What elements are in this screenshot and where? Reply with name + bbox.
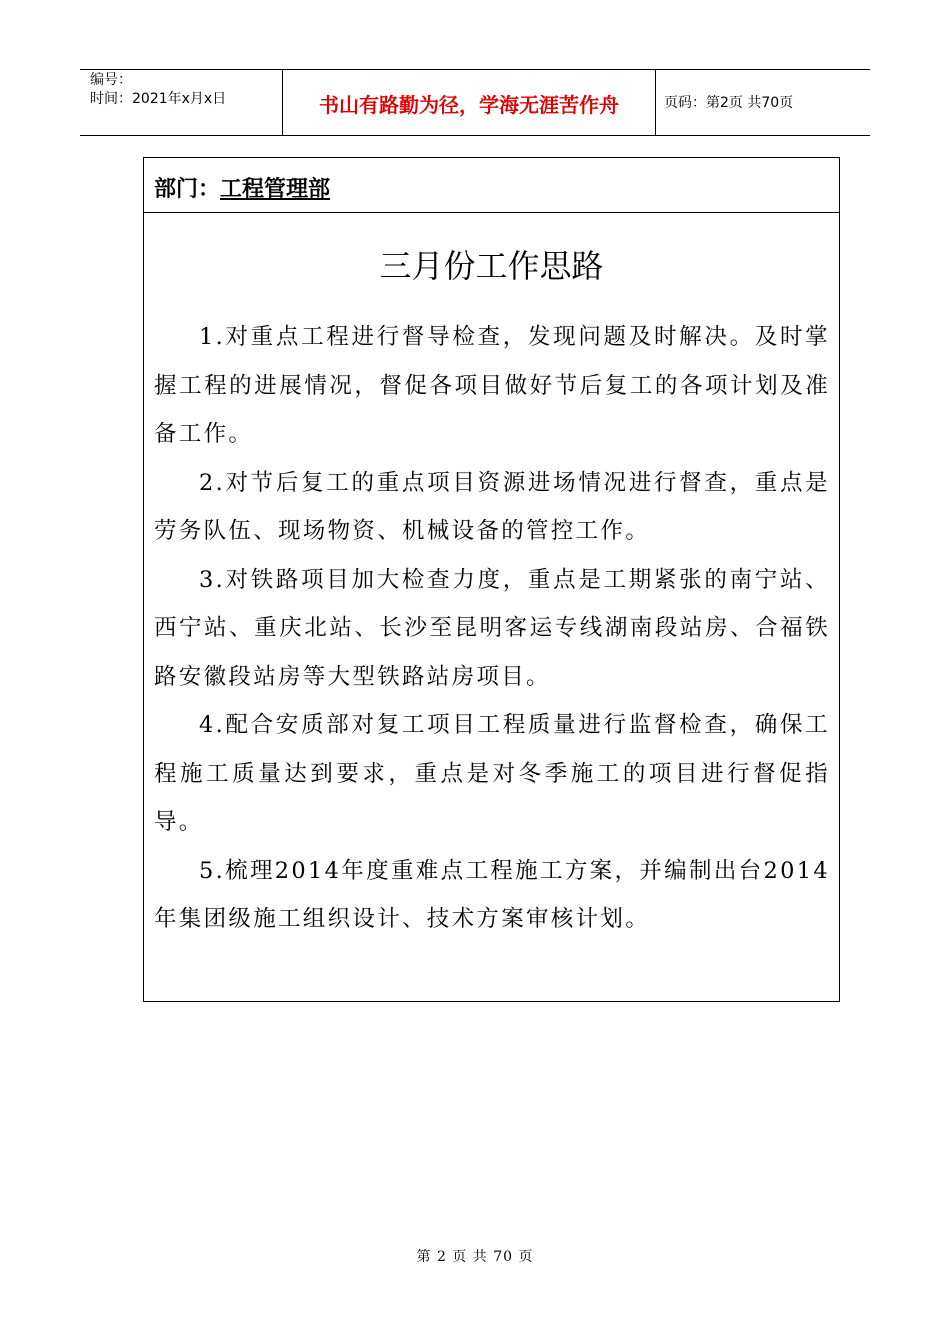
doc-date: 时间：2021年x月x日	[90, 91, 227, 107]
work-item-3: 3.对铁路项目加大检查力度，重点是工期紧张的南宁站、西宁站、重庆北站、长沙至昆明客运专线湖南段站房、合福铁路安徽段站房等大型铁路站房项目。	[154, 566, 830, 690]
header-motto: 书山有路勤为径，学海无涯苦作舟	[319, 93, 619, 117]
content-box	[143, 157, 840, 1002]
work-items-list	[154, 313, 830, 944]
department-label: 部门：	[154, 177, 221, 202]
work-item-4: 4.配合安质部对复工项目工程质量进行监督检查，确保工程施工质量达到要求，重点是对冬季施工的项目进行督促指导。	[154, 712, 830, 835]
header-divider-right	[655, 69, 656, 136]
header-bottom-rule	[80, 135, 870, 136]
header-page-info: 页码：第2页 共70页	[664, 95, 794, 111]
work-item-1: 1.对重点工程进行督导检查，发现问题及时解决。及时掌握工程的进展情况，督促各项目做好节后复工的各项计划及准备工作。	[154, 324, 830, 447]
document-title: 三月份工作思路	[379, 247, 604, 285]
doc-number-label: 编号：	[90, 72, 132, 88]
work-item-5: 5.梳理2014年度重难点工程施工方案，并编制出台2014年集团级施工组织设计、技术方案审核计划。	[154, 857, 830, 932]
work-item-2: 2.对节后复工的重点项目资源进场情况进行督查，重点是劳务队伍、现场物资、机械设备的管控工作。	[154, 469, 830, 544]
header-top-rule	[80, 69, 870, 70]
page-footer: 第 2 页 共 70 页	[416, 1249, 534, 1265]
box-divider	[144, 212, 839, 213]
header-meta	[90, 71, 226, 109]
department-line	[154, 172, 330, 203]
department-name: 工程管理部	[220, 177, 331, 202]
